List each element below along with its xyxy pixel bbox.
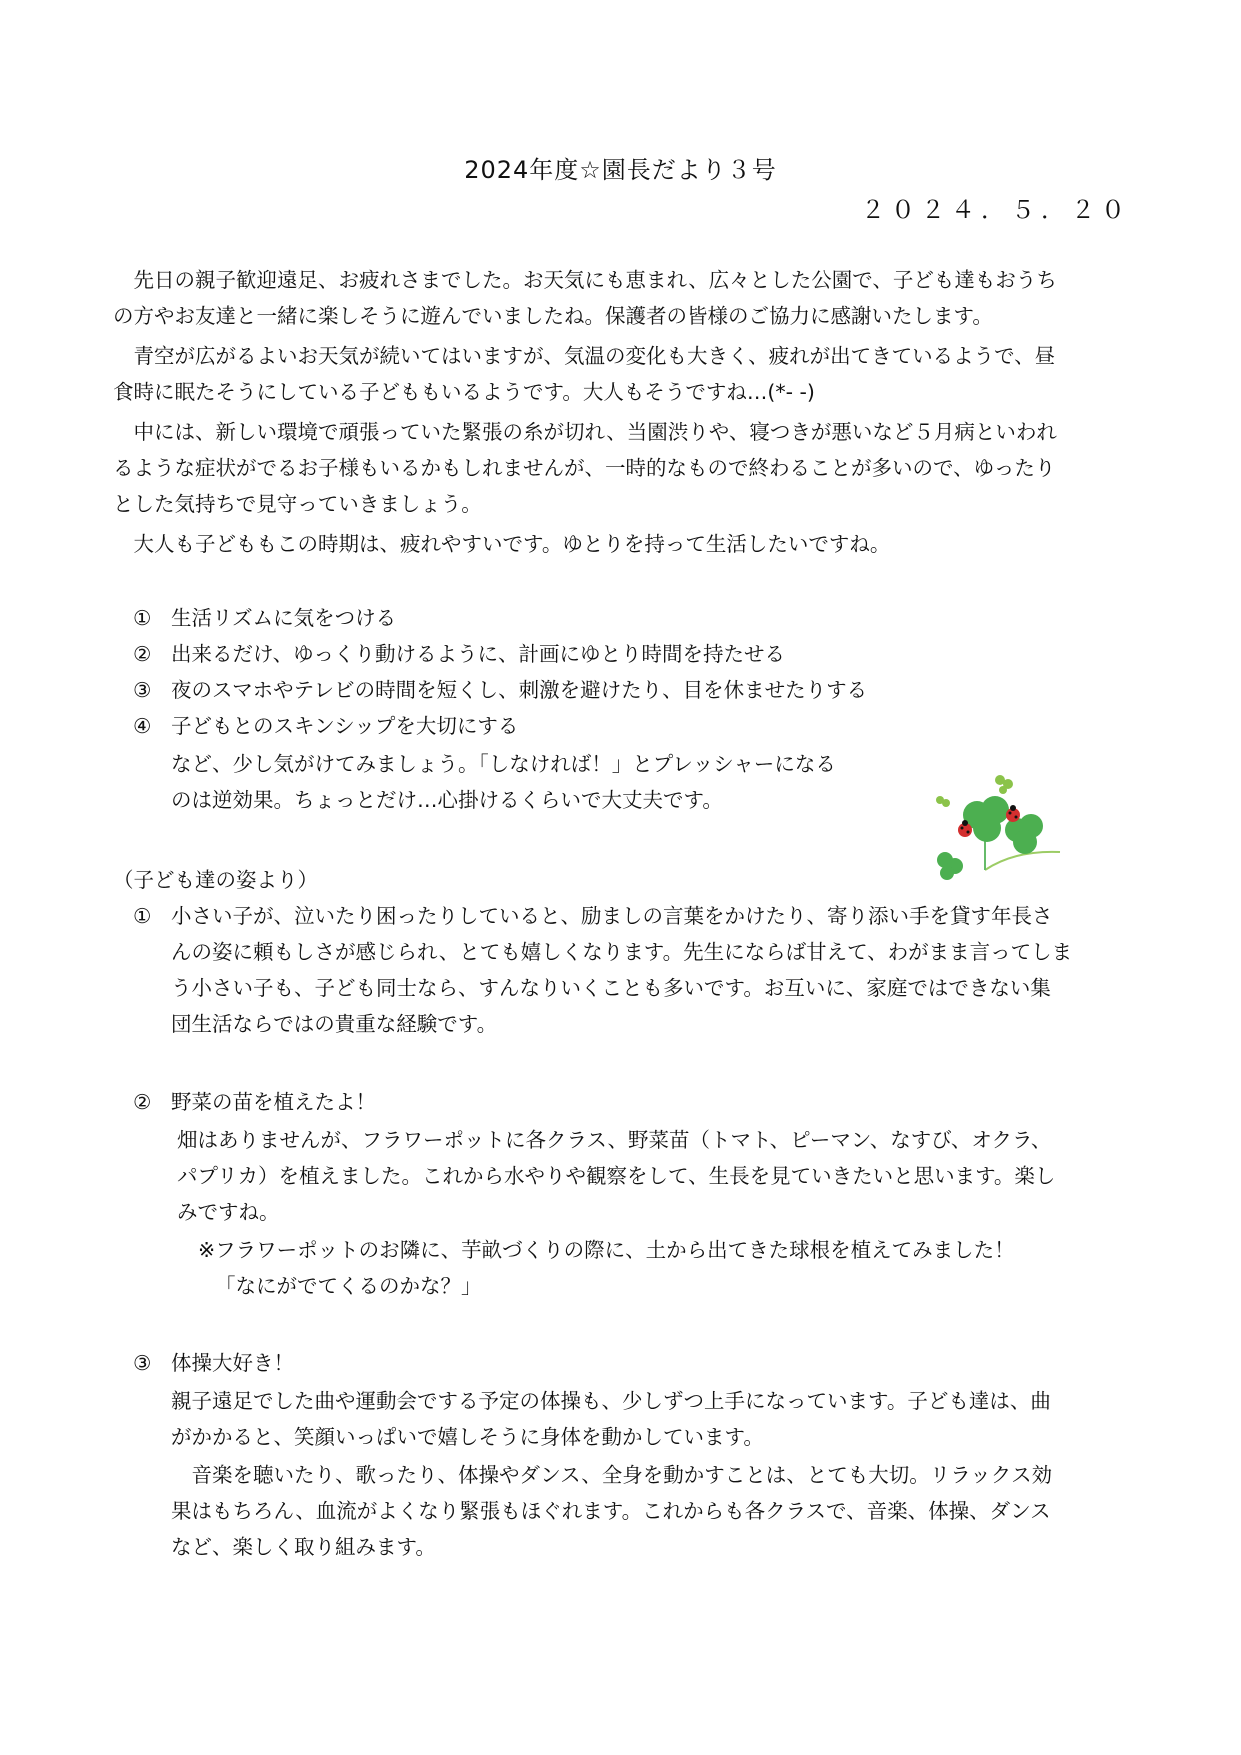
intro-line: 青空が広がるよいお天気が続いてはいますが、気温の変化も大きく、疲れが出てきているようで、昼 (113, 344, 1056, 368)
tip-item (133, 708, 518, 744)
tip-text: 生活リズムに気をつける (171, 606, 397, 630)
tip-text: 子どもとのスキンシップを大切にする (171, 714, 519, 738)
intro-line: とした気持ちで見守っていきましょう。 (113, 492, 482, 516)
s3-line: など、楽しく取り組みます。 (171, 1535, 436, 1559)
tip-item (133, 672, 867, 708)
s1-line: んの姿に頼もしさが感じられ、とても嬉しくなります。先生にならば甘えて、わがまま言ってしま (171, 940, 1073, 964)
tip-item (133, 636, 785, 672)
s2-note: 「なにがでてくるのかな？」 (215, 1274, 482, 1298)
s2-line: 畑はありませんが、フラワーポットに各クラス、野菜苗（トマト、ピーマン、なすび、オクラ、 (177, 1128, 1052, 1152)
s3-number: ③ (133, 1351, 152, 1375)
s1-line: う小さい子も、子ども同士なら、すんなりいくことも多いです。お互いに、家庭ではできない集 (171, 976, 1051, 1000)
s2-note: ※フラワーポットのお隣に、芋畝づくりの際に、土から出てきた球根を植えてみました！ (198, 1238, 1015, 1262)
tips-follow-line: のは逆効果。ちょっとだけ…心掛けるくらいで大丈夫です。 (171, 788, 723, 812)
tip-text: 夜のスマホやテレビの時間を短くし、刺激を避けたり、目を休ませたりする (171, 678, 868, 702)
intro-line: の方やお友達と一緒に楽しそうに遊んでいましたね。保護者の皆様のご協力に感謝いたします。 (113, 304, 993, 328)
s2-heading: 野菜の苗を植えたよ！ (171, 1090, 376, 1114)
s2-line: パプリカ）を植えました。これから水やりや観察をして、生長を見ていきたいと思います。楽し (177, 1164, 1056, 1188)
intro-line: 大人も子どももこの時期は、疲れやすいです。ゆとりを持って生活したいですね。 (113, 532, 891, 556)
s1-number: ① (133, 904, 152, 928)
intro-line: 先日の親子歓迎遠足、お疲れさまでした。お天気にも恵まれ、広々とした公園で、子ども達もおうち (113, 268, 1057, 292)
page-title: 2024年度☆園長だより３号 (464, 156, 777, 184)
s1-line: 団生活ならではの貴重な経験です。 (171, 1012, 498, 1036)
tips-follow-line: など、少し気がけてみましょう。「しなければ！」とプレッシャーになる (171, 752, 836, 776)
tip-number: ② (133, 642, 152, 666)
s2-number: ② (133, 1090, 152, 1114)
issue-date: ２０２４．５．２０ (861, 196, 1131, 224)
section-heading: （子ども達の姿より） (113, 868, 318, 892)
tip-number: ③ (133, 678, 152, 702)
intro-line: 中には、新しい環境で頑張っていた緊張の糸が切れ、当園渋りや、寝つきが悪いなど５月病といわれ (113, 420, 1057, 444)
tip-item (133, 600, 396, 636)
s3-line: 果はもちろん、血流がよくなり緊張もほぐれます。これからも各クラスで、音楽、体操、ダンス (171, 1499, 1051, 1523)
s2-heading-line (133, 1084, 376, 1120)
intro-line: るような症状がでるお子様もいるかもしれませんが、一時的なもので終わることが多いので、ゆったり (113, 456, 1056, 480)
s3-line: 親子遠足でした曲や運動会でする予定の体操も、少しずつ上手になっています。子ども達は、曲 (171, 1389, 1051, 1413)
clover-ladybug-icon (925, 770, 1065, 880)
s3-heading-line (133, 1345, 294, 1381)
s3-line: 音楽を聴いたり、歌ったり、体操やダンス、全身を動かすことは、とても大切。リラックス効 (171, 1463, 1053, 1487)
s3-line: がかかると、笑顔いっぱいで嬉しそうに身体を動かしています。 (171, 1425, 764, 1449)
tip-number: ④ (133, 714, 152, 738)
intro-line: 食時に眠たそうにしている子どももいるようです。大人もそうですね…(*- -) (113, 380, 815, 404)
s2-line: みですね。 (177, 1200, 280, 1224)
s3-heading: 体操大好き！ (171, 1351, 294, 1375)
tip-number: ① (133, 606, 152, 630)
s1-line (133, 898, 1053, 934)
tip-text: 出来るだけ、ゆっくり動けるように、計画にゆとり時間を持たせる (171, 642, 785, 666)
s1-text: 小さい子が、泣いたり困ったりしていると、励ましの言葉をかけたり、寄り添い手を貸す年長さ (171, 904, 1053, 928)
